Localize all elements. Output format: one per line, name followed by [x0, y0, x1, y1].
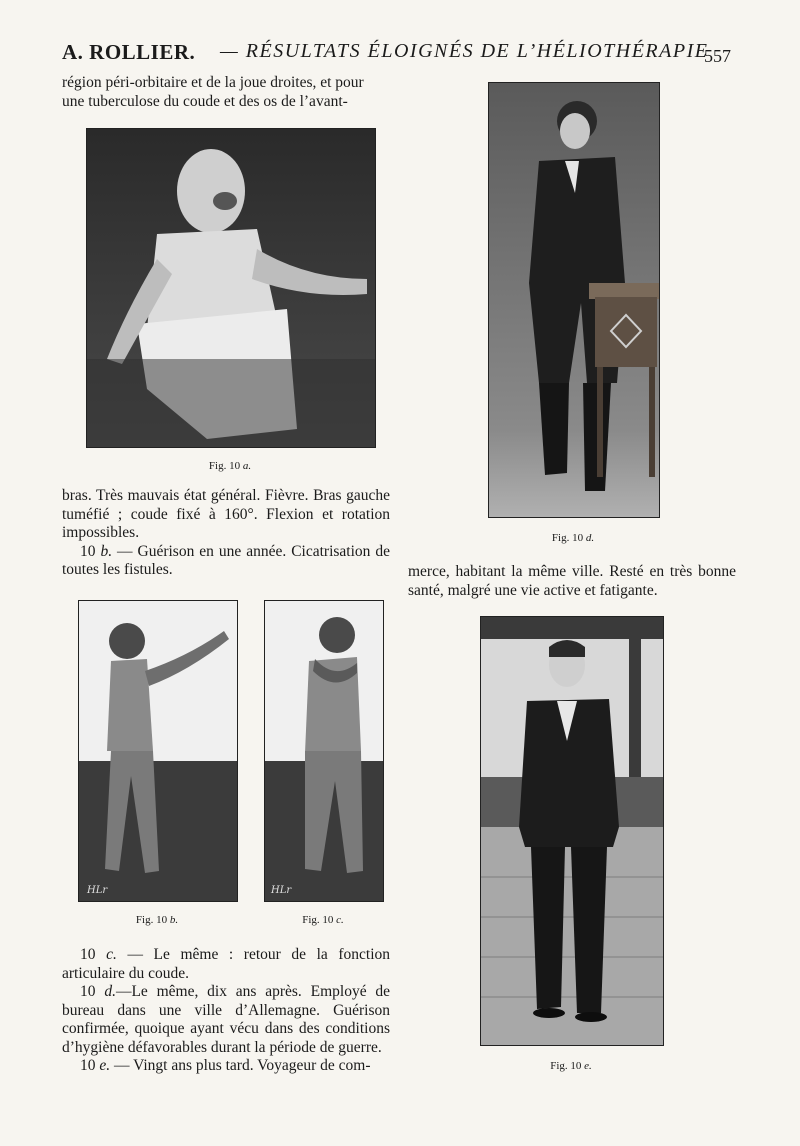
body-text-2 [62, 946, 390, 1076]
para-10e [62, 1057, 390, 1076]
para-bras: bras. Très mauvais état général. Fièvre. Bras gauche tuméfié ; coude fixé à 160°. Flexion et rotation impossibles. [62, 487, 390, 541]
para-merce: merce, habitant la même ville. Resté en très bonne santé, malgré une vie active et fatigante. [408, 563, 736, 599]
running-head-title: — RÉSULTATS ÉLOIGNÉS DE L’HÉLIOTHÉRAPIE [220, 40, 709, 62]
para-10e-letter: e. [99, 1057, 111, 1074]
para-10d [62, 983, 390, 1057]
para-10d-num: 10 [80, 983, 105, 1000]
para-10b-text: — Guérison en une année. Cicatrisation de toutes les fistules. [62, 542, 390, 578]
fig-10d-caption-letter: d. [585, 532, 595, 544]
page-number: 557 [704, 46, 731, 66]
para-10d-letter: d. [104, 983, 116, 1000]
fig-10e-caption [480, 1060, 662, 1072]
para-10e-text: — Vingt ans plus tard. Voyageur de com- [110, 1057, 371, 1074]
fig-10a-photo [86, 128, 376, 448]
fig-10a-caption-num: Fig. 10 [208, 460, 243, 472]
fig-10e-photo [480, 616, 664, 1046]
fig-10b-caption [78, 914, 236, 926]
fig-10c-caption-num: Fig. 10 [302, 914, 337, 926]
fig-10c-photo [264, 600, 384, 902]
intro-line-1: région péri-orbitaire et de la joue droites, et pour [62, 74, 364, 91]
fig-10b-caption-letter: b. [169, 914, 179, 926]
body-text-right [408, 563, 736, 600]
fig-10a-caption-letter: a. [242, 460, 252, 472]
para-10c-num: 10 [80, 946, 107, 963]
para-10c-text: — Le même : retour de la fonction articulaire du coude. [62, 946, 391, 982]
fig-10b-caption-num: Fig. 10 [135, 914, 170, 926]
para-10c-letter: c. [106, 946, 117, 963]
fig-10c-caption [264, 914, 382, 926]
para-10b-letter: b. [100, 542, 113, 560]
fig-10e-caption-num: Fig. 10 [550, 1060, 585, 1072]
fig-10d-caption [488, 532, 658, 544]
fig-10e-caption-letter: e. [584, 1060, 592, 1072]
para-10b-num: 10 [80, 542, 101, 560]
para-10d-text: —Le même, dix ans après. Employé de bureau dans une ville d’Allemagne. Guérison confirmée, quoique ayant vécu dans des conditions d’hygiène défavorables durant la période de guerre. [62, 983, 391, 1056]
fig-10d-caption-num: Fig. 10 [551, 532, 586, 544]
para-10e-num: 10 [80, 1057, 100, 1074]
body-text-1 [62, 487, 390, 580]
para-10c [62, 946, 390, 983]
para-10b [62, 543, 390, 580]
fig-10c-signature: HLr [271, 885, 292, 896]
running-head-author: A. ROLLIER. [62, 40, 196, 64]
intro-line-2: une tuberculose du coude et des os de l’avant- [62, 92, 348, 110]
fig-10b-photo [78, 600, 238, 902]
fig-10c-caption-letter: c. [336, 914, 344, 926]
intro-text [62, 74, 390, 111]
fig-10a-caption [86, 460, 374, 472]
fig-10d-photo [488, 82, 660, 518]
fig-10b-signature: HLr [87, 885, 108, 896]
